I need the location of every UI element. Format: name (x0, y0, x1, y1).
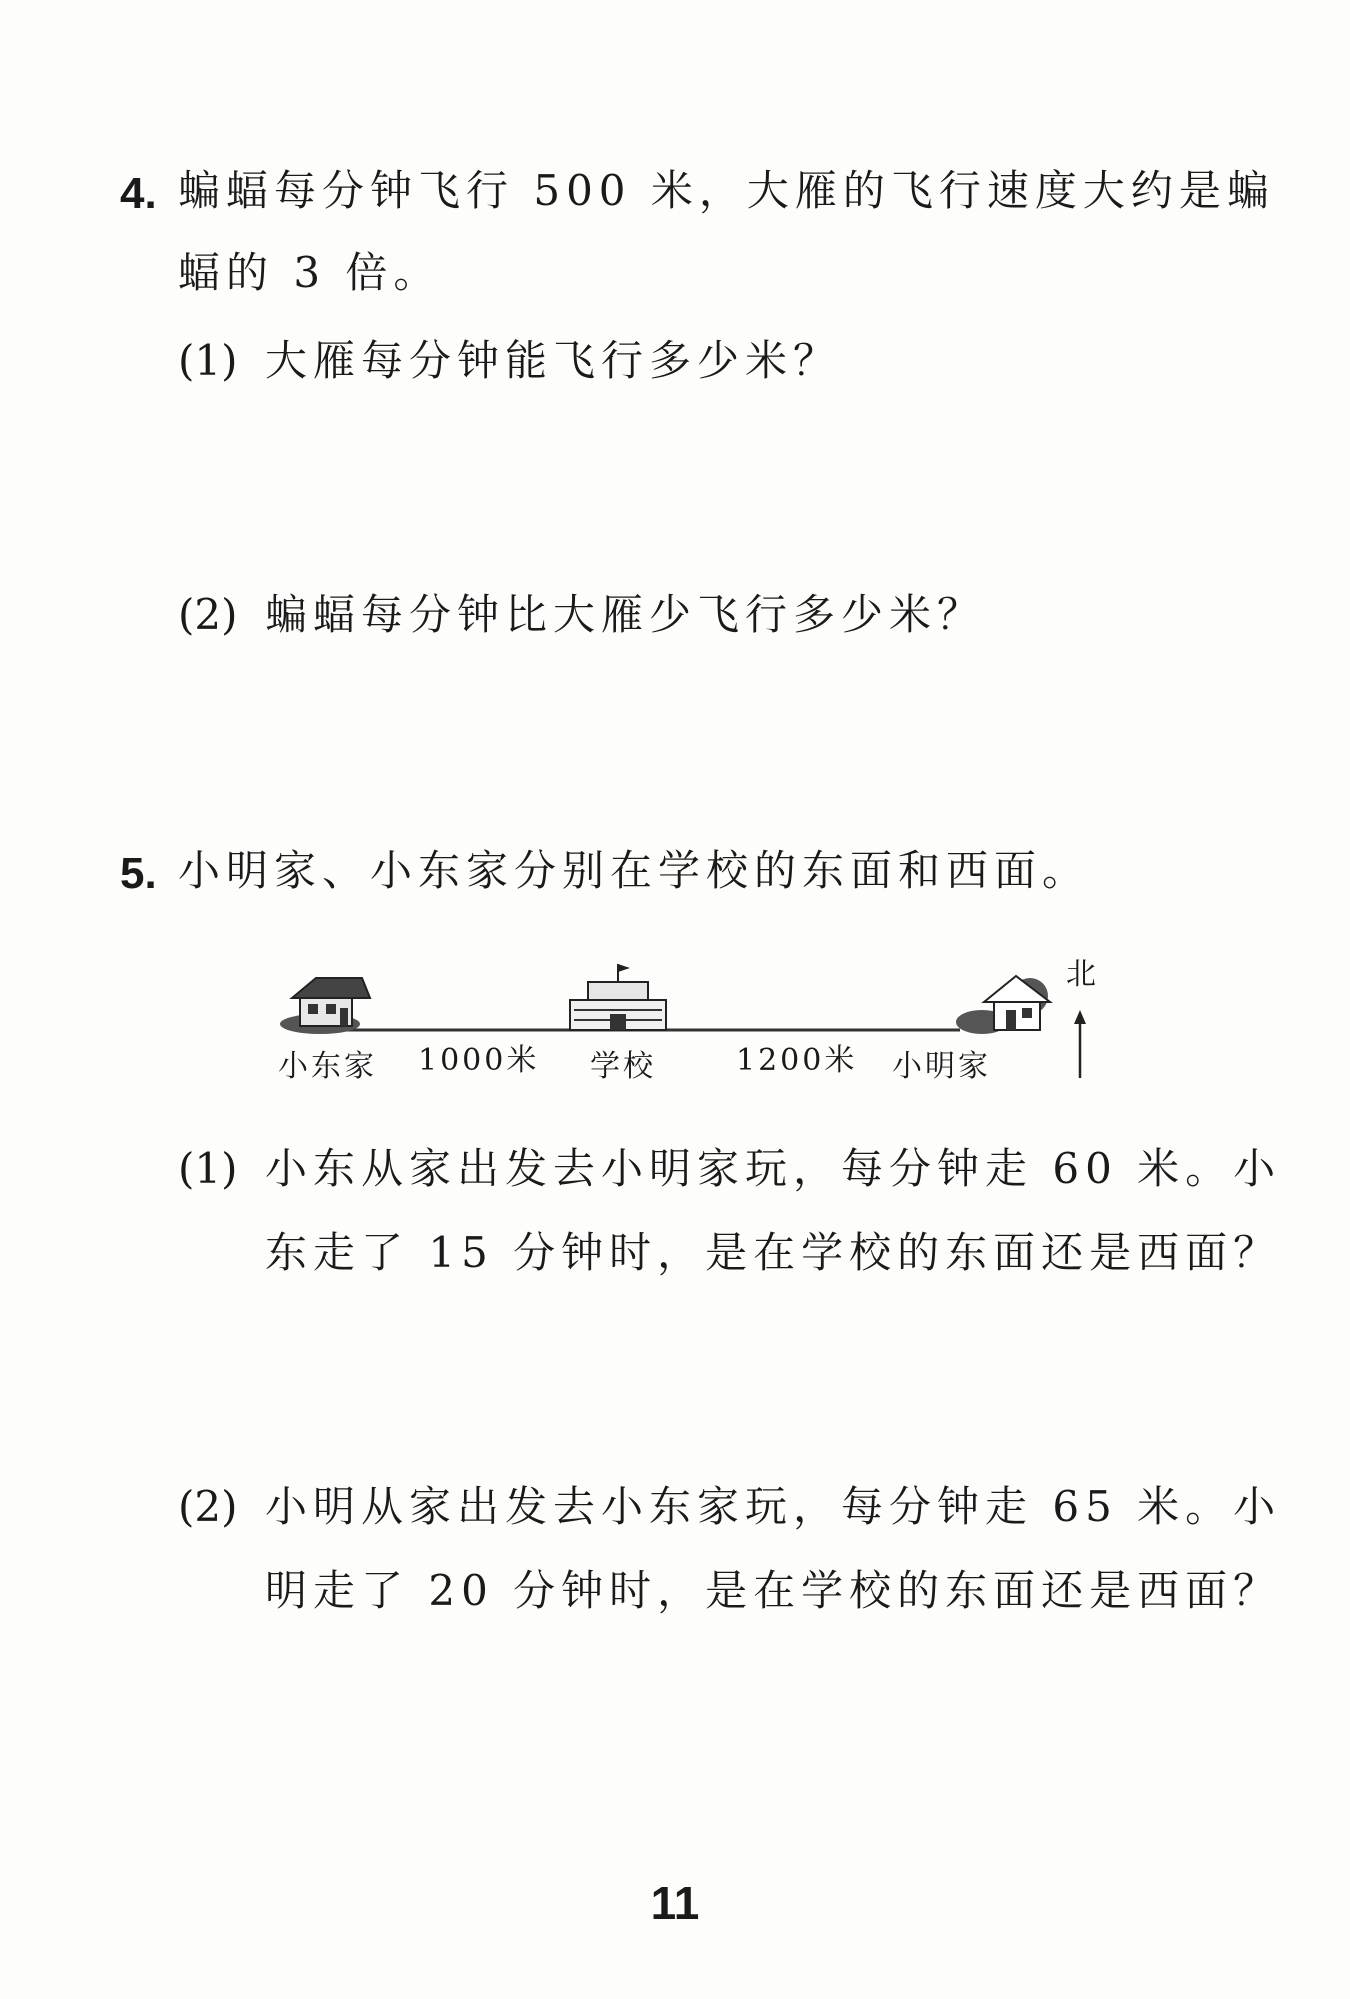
question-5-text-line-1: 小明家、小东家分别在学校的东面和西面。 (178, 846, 1091, 895)
question-5-sub-1-prefix: (1) (178, 1144, 238, 1193)
xiaodong-home-label: 小东家 (278, 1049, 377, 1084)
question-5-number: 5. (120, 849, 157, 898)
position-diagram (270, 957, 1100, 1100)
question-5-sub-2-line-2: 明走了 20 分钟时，是在学校的东面还是西面？ (265, 1566, 1282, 1615)
school-building-icon (570, 964, 666, 1030)
question-4-text-line-1: 蝙蝠每分钟飞行 500 米，大雁的飞行速度大约是蝙 (178, 166, 1275, 215)
north-arrow-icon (1074, 1010, 1086, 1078)
question-5-sub-2-line-1: 小明从家出发去小东家玩，每分钟走 65 米。小 (265, 1482, 1282, 1531)
page-number: 11 (650, 1877, 700, 1929)
xiaoming-house-icon (956, 976, 1050, 1034)
question-5-sub-1-line-1: 小东从家出发去小明家玩，每分钟走 60 米。小 (265, 1144, 1282, 1193)
question-4-sub-2-prefix: (2) (178, 590, 238, 639)
question-4-sub-1-prefix: (1) (178, 336, 238, 385)
question-5-sub-1-line-2: 东走了 15 分钟时，是在学校的东面还是西面？ (265, 1228, 1282, 1277)
question-4-sub-1-text: 大雁每分钟能飞行多少米？ (265, 336, 842, 385)
distance-left-label: 1000米 (418, 1043, 540, 1078)
xiaoming-home-label: 小明家 (892, 1049, 991, 1084)
xiaodong-house-icon (280, 978, 370, 1034)
question-5-sub-2-prefix: (2) (178, 1482, 238, 1531)
question-4-sub-2-text: 蝙蝠每分钟比大雁少飞行多少米？ (265, 590, 986, 639)
question-4-text-line-2: 蝠的 3 倍。 (178, 248, 442, 297)
north-label: 北 (1066, 957, 1099, 992)
school-label: 学校 (590, 1049, 656, 1084)
question-4-number: 4. (120, 169, 157, 218)
distance-right-label: 1200米 (736, 1043, 858, 1078)
